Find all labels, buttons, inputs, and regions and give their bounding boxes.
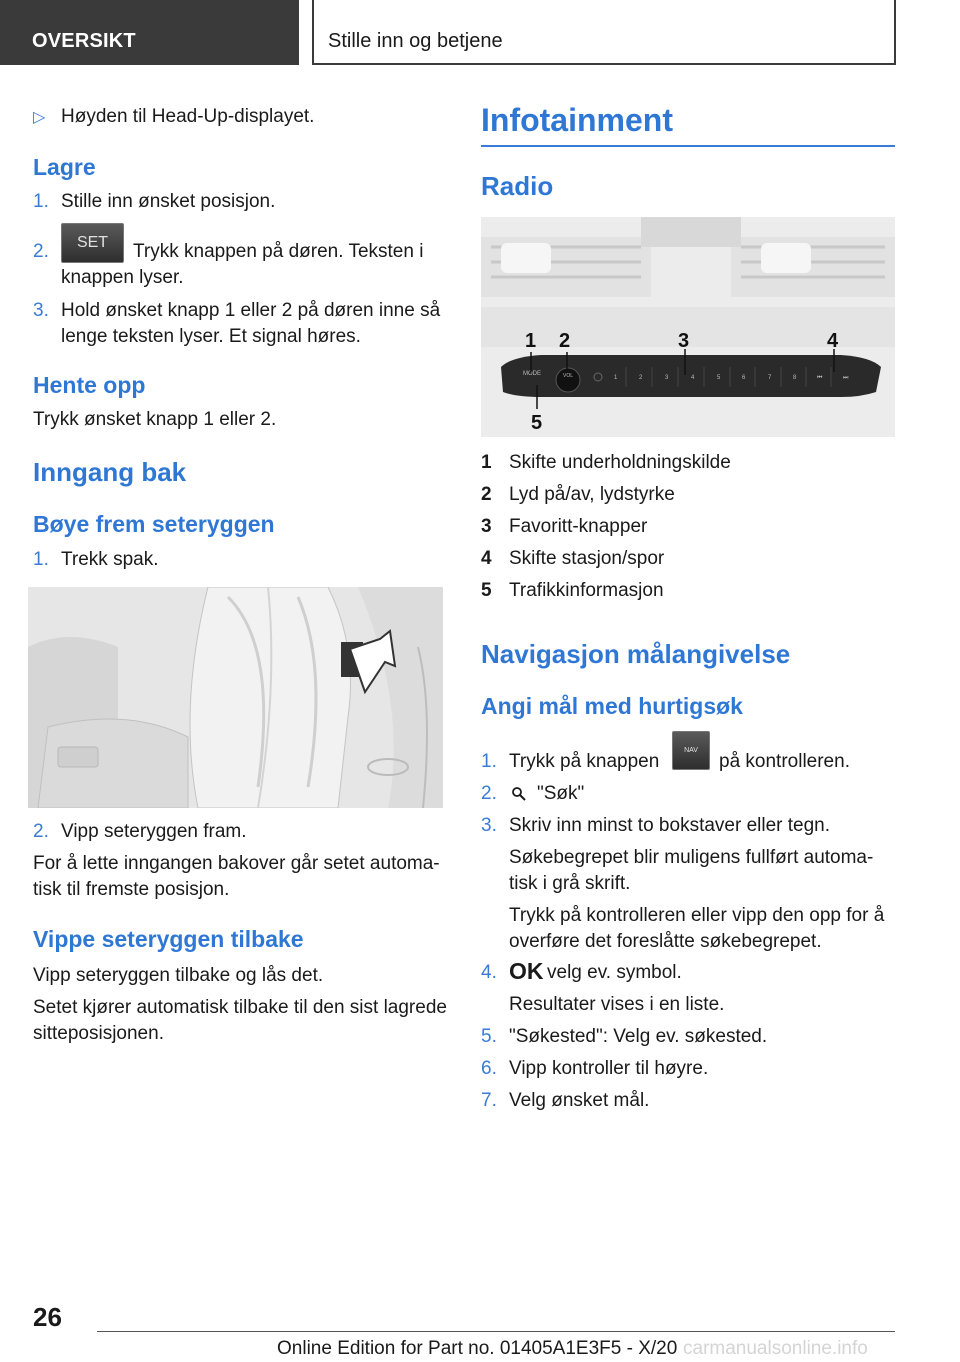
favorite-key-label: 4 <box>691 375 695 381</box>
chapter-title: Stille inn og betjene <box>328 30 503 52</box>
legend-text: Trafikkinformasjon <box>509 580 664 601</box>
favorite-key-label: 6 <box>742 375 746 381</box>
step-text: Resultater vises i en liste. <box>509 994 725 1015</box>
chapter-tab <box>312 0 896 65</box>
boye-paragraph: tisk til fremste posisjon. <box>33 879 230 900</box>
step-text: Stille inn ønsket posisjon. <box>61 191 276 212</box>
search-icon <box>511 786 527 802</box>
step-text: Vipp kontroller til høyre. <box>509 1058 709 1079</box>
step-number: 4. <box>481 962 497 983</box>
legend-number: 2 <box>481 484 492 505</box>
step-text: Trykk på knappen <box>509 751 660 772</box>
step-number: 2. <box>33 241 49 262</box>
vippe-text: Vipp seteryggen tilbake og lås det. <box>33 965 324 986</box>
step-text: velg ev. symbol. <box>547 962 682 983</box>
triangle-bullet-icon: ▷ <box>33 109 46 126</box>
step-number: 2. <box>33 821 49 842</box>
step-number: 1. <box>33 191 49 212</box>
favorite-key-label: 3 <box>665 375 669 381</box>
step-number: 2. <box>481 783 497 804</box>
step-number: 7. <box>481 1090 497 1111</box>
set-button-image: SET <box>61 223 124 263</box>
legend-number: 4 <box>481 548 492 569</box>
prev-icon: ⏮ <box>817 375 823 381</box>
bullet-text: Høyden til Head-Up-displayet. <box>61 106 315 127</box>
step-text: "Søkested": Velg ev. søkested. <box>509 1026 768 1047</box>
nav-heading: Navigasjon målangivelse <box>481 639 791 669</box>
step-number: 5. <box>481 1026 497 1047</box>
nav-subheading: Angi mål med hurtigsøk <box>481 693 743 719</box>
step-text: Trekk spak. <box>61 549 159 570</box>
legend-text: Skifte stasjon/spor <box>509 548 665 569</box>
watermark: carmanualsonline.info <box>683 1338 868 1359</box>
lagre-heading: Lagre <box>33 154 96 180</box>
infotainment-title: Infotainment <box>481 102 673 138</box>
favorite-key-label: 5 <box>717 375 721 381</box>
legend-number: 1 <box>481 452 492 473</box>
edition-note: Online Edition for Part no. 01405A1E3F5 - X/20 <box>277 1338 678 1359</box>
step-text: Trykk knappen på døren. Teksten i <box>133 241 424 262</box>
inngang-heading: Inngang bak <box>33 457 187 487</box>
step-number: 1. <box>481 751 497 772</box>
radio-heading: Radio <box>481 171 554 201</box>
step-number: 3. <box>481 815 497 836</box>
footer-rule <box>97 1331 895 1332</box>
step-text: Trykk på kontrolleren eller vipp den opp for å <box>509 905 885 926</box>
legend-text: Lyd på/av, lydstyrke <box>509 484 675 505</box>
title-rule <box>481 145 895 147</box>
legend-text: Favoritt-knapper <box>509 516 648 537</box>
step-number: 6. <box>481 1058 497 1079</box>
callout-1: 1 <box>525 330 537 352</box>
vippe-paragraph: Setet kjører automatisk tilbake til den sist lagrede <box>33 997 447 1018</box>
vol-label: VOL <box>563 373 574 379</box>
section-tab <box>0 0 299 65</box>
ok-icon: OK <box>509 958 544 984</box>
legend-text: Skifte underholdningskilde <box>509 452 731 473</box>
legend-number: 3 <box>481 516 492 537</box>
callout-2: 2 <box>559 330 571 352</box>
next-icon: ⏭ <box>843 375 849 381</box>
legend-number: 5 <box>481 580 492 601</box>
vippe-paragraph: sitteposisjonen. <box>33 1023 164 1044</box>
mode-label: MODE <box>523 371 541 377</box>
step-text: tisk i grå skrift. <box>509 873 631 894</box>
step-text: overføre det foreslåtte søkebegrepet. <box>509 931 822 952</box>
favorite-key-label: 2 <box>639 375 643 381</box>
boye-paragraph: For å lette inngangen bakover går setet automa- <box>33 853 440 874</box>
boye-heading: Bøye frem seteryggen <box>33 511 275 537</box>
radio-panel-photo <box>481 217 895 437</box>
favorite-key-label: 8 <box>793 375 797 381</box>
seat-lever-photo <box>28 587 443 808</box>
step-text: Skriv inn minst to bokstaver eller tegn. <box>509 815 831 836</box>
step-number: 1. <box>33 549 49 570</box>
step-text: Velg ønsket mål. <box>509 1090 650 1111</box>
favorite-key-label: 7 <box>768 375 772 381</box>
favorite-key-label: 1 <box>614 375 618 381</box>
hente-heading: Hente opp <box>33 372 146 398</box>
vippe-heading: Vippe seteryggen tilbake <box>33 926 304 952</box>
step-text: på kontrolleren. <box>719 751 850 772</box>
step-text: knappen lyser. <box>61 267 184 288</box>
callout-3: 3 <box>678 330 690 352</box>
step-text: Søkebegrepet blir muligens fullført automa- <box>509 847 874 868</box>
page-number: 26 <box>33 1302 62 1332</box>
step-text: lenge teksten lyser. Et signal høres. <box>61 326 361 347</box>
callout-4: 4 <box>827 330 839 352</box>
hente-text: Trykk ønsket knapp 1 eller 2. <box>33 409 277 430</box>
step-text: "Søk" <box>537 783 585 804</box>
step-text: Hold ønsket knapp 1 eller 2 på døren inne så <box>61 300 441 321</box>
step-text: Vipp seteryggen fram. <box>61 821 247 842</box>
callout-5: 5 <box>531 412 543 434</box>
nav-button-image: NAV <box>672 731 710 770</box>
step-number: 3. <box>33 300 49 321</box>
section-title: OVERSIKT <box>32 30 136 52</box>
